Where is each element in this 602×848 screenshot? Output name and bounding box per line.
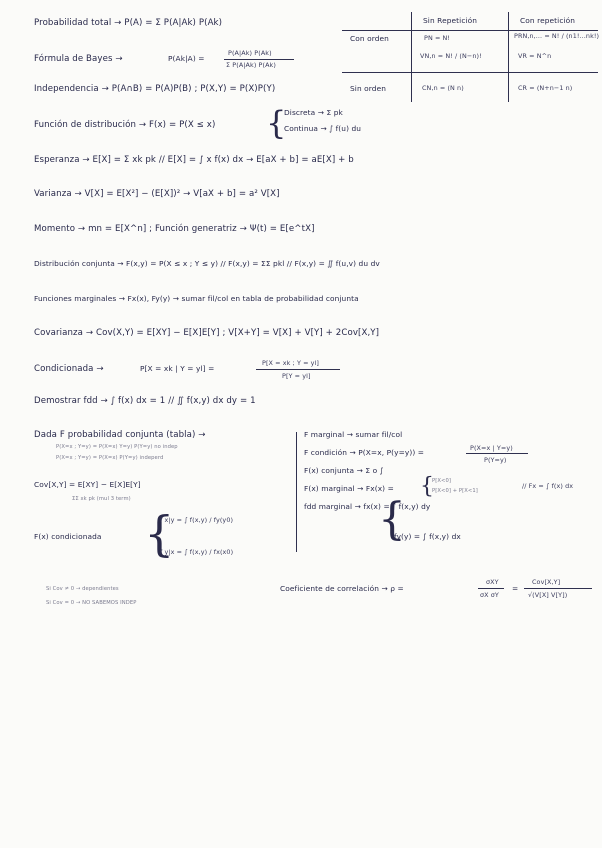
line-prob-total: Probabilidad total → P(A) = Σ P(A|Ak) P(Ak) <box>34 18 223 28</box>
table-head-without: Sin Repetición <box>423 16 478 25</box>
fdd-marginal: fdd marginal → fx(x) = ∫ f(x,y) dy <box>304 502 431 511</box>
table-cnn: CN,n = (N n) <box>422 84 464 92</box>
correlacion-label: Coeficiente de correlación → ρ = <box>280 584 404 593</box>
f-int: // Fx = ∫ f(x) dx <box>522 482 574 490</box>
f-case-b: P[X<0] + P[X<1] <box>432 488 478 494</box>
bayes-left: P(Ak|A) = <box>168 54 205 63</box>
f-marginal2: F(x) marginal → Fx(x) = <box>304 484 394 493</box>
table-mid-line <box>342 72 598 73</box>
line-marginales: Funciones marginales → Fx(x), Fy(y) → sumar fil/col en tabla de probabilidad conjunta <box>34 294 359 303</box>
fx-condicionada: F(x) condicionada <box>34 532 102 541</box>
distribucion-brace: { <box>266 104 287 142</box>
cov2-sub: ΣΣ xk pk (mul 3 term) <box>72 496 131 502</box>
line-varianza: Varianza → V[X] = E[X²] − (E[X])² → V[aX + b] = a² V[X] <box>34 189 280 199</box>
bayes-fraction-line <box>224 59 294 60</box>
line-distribucion: Función de distribución → F(x) = P(X ≤ x) <box>34 120 216 130</box>
line-esperanza: Esperanza → E[X] = Σ xk pk // E[X] = ∫ x f(x) dx → E[aX + b] = aE[X] + b <box>34 155 354 165</box>
table-vr: VR = N^n <box>518 52 552 60</box>
line-momento: Momento → mn = E[X^n] ; Función generatriz → Ψ(t) = E[e^tX] <box>34 224 315 234</box>
fx-cond-brace: { <box>144 506 175 562</box>
fyx-formula: f y|x = ∫ f(x,y) / fx(x0) <box>160 548 234 556</box>
table-pn: PN = N! <box>424 34 451 42</box>
fy-formula: fy(y) = ∫ f(x,y) dx <box>394 532 461 541</box>
bayes-denominator: Σ P(A|Ak) P(Ak) <box>226 61 276 69</box>
cov-pos: Si Cov ≠ 0 → dependientes <box>46 586 119 592</box>
rho-denominator: σX σY <box>480 591 499 599</box>
line-discreta: Discreta → Σ pk <box>284 108 343 117</box>
table-top-line <box>342 30 598 31</box>
bayes-numerator: P(A|Ak) P(Ak) <box>228 49 272 57</box>
f-cond-denominator: P(Y=y) <box>484 456 507 464</box>
f-cond-fraction-line <box>466 453 528 454</box>
rho-fraction-line-2 <box>524 588 592 589</box>
line-conjunta: Distribución conjunta → F(x,y) = P(X ≤ x ; Y ≤ y) // F(x,y) = ΣΣ pkl // F(x,y) = ∬ f(u,v) du dv <box>34 259 380 268</box>
cov2: Cov[X,Y] = E[XY] − E[X]E[Y] <box>34 480 141 489</box>
fxy-formula: f x|y = ∫ f(x,y) / fy(y0) <box>160 516 234 524</box>
rho-numerator: σXY <box>486 578 499 586</box>
rho-fraction-line <box>478 588 504 589</box>
line-dada: Dada F probabilidad conjunta (tabla) → <box>34 430 206 440</box>
line-continua: Continua → ∫ f(u) du <box>284 124 362 133</box>
table-cr: CR = (N+n−1 n) <box>518 84 573 92</box>
rho-numerator-2: Cov[X,Y] <box>532 578 561 586</box>
condicionada-denominator: P[Y = yl] <box>282 372 311 380</box>
fdd-brace: { <box>378 494 406 545</box>
f-marginal2-brace: { <box>420 474 434 499</box>
condicionada-numerator: P[X = xk ; Y = yl] <box>262 359 320 367</box>
table-pr: PRN,n,... = N! / (n1!...nk!) <box>514 32 600 40</box>
line-independencia: Independencia → P(A∩B) = P(A)P(B) ; P(X,Y) = P(X)P(Y) <box>34 84 276 94</box>
f-conjunta: F(x) conjunta → Σ o ∫ <box>304 466 384 475</box>
f-cond-numerator: P(X=x | Y=y) <box>470 444 513 452</box>
table-col-line-2 <box>508 12 509 102</box>
f-condicion: F condición → P(X=x, P(y=y)) = <box>304 448 425 457</box>
condicionada-left: P[X = xk | Y = yl] = <box>140 364 215 373</box>
table-head-with: Con repetición <box>520 16 576 25</box>
rho-equals: = <box>512 584 519 593</box>
line-demostrar: Demostrar fdd → ∫ f(x) dx = 1 // ∬ f(x,y) dx dy = 1 <box>34 396 256 406</box>
line-covarianza: Covarianza → Cov(X,Y) = E[XY] − E[X]E[Y] ; V[X+Y] = V[X] + V[Y] + 2Cov[X,Y] <box>34 328 380 338</box>
table-vn: VN,n = N! / (N−n)! <box>420 52 482 60</box>
cov-zero: Si Cov = 0 → NO SABEMOS INDEP <box>46 600 137 606</box>
table-col-line-1 <box>411 12 412 102</box>
table-row-without-order: Sin orden <box>350 84 387 93</box>
f-marginal: F marginal → sumar fil/col <box>304 430 403 439</box>
line-bayes-label: Fórmula de Bayes → <box>34 54 123 64</box>
indep-note: P(X=x ; Y=y) = P(X=x) P(Y=y) indeperd <box>56 455 164 461</box>
line-condicionada-label: Condicionada → <box>34 364 104 374</box>
f-case-a: P[X<0] <box>432 478 451 484</box>
right-block-vline <box>296 432 297 552</box>
indep-eq: P(X=x ; Y=y) = P(X=x) Y=y) P(Y=y) no indep <box>56 444 178 450</box>
condicionada-fraction-line <box>256 369 340 370</box>
table-row-with-order: Con orden <box>350 34 389 43</box>
rho-denominator-2: √(V[X] V[Y]) <box>528 591 568 599</box>
